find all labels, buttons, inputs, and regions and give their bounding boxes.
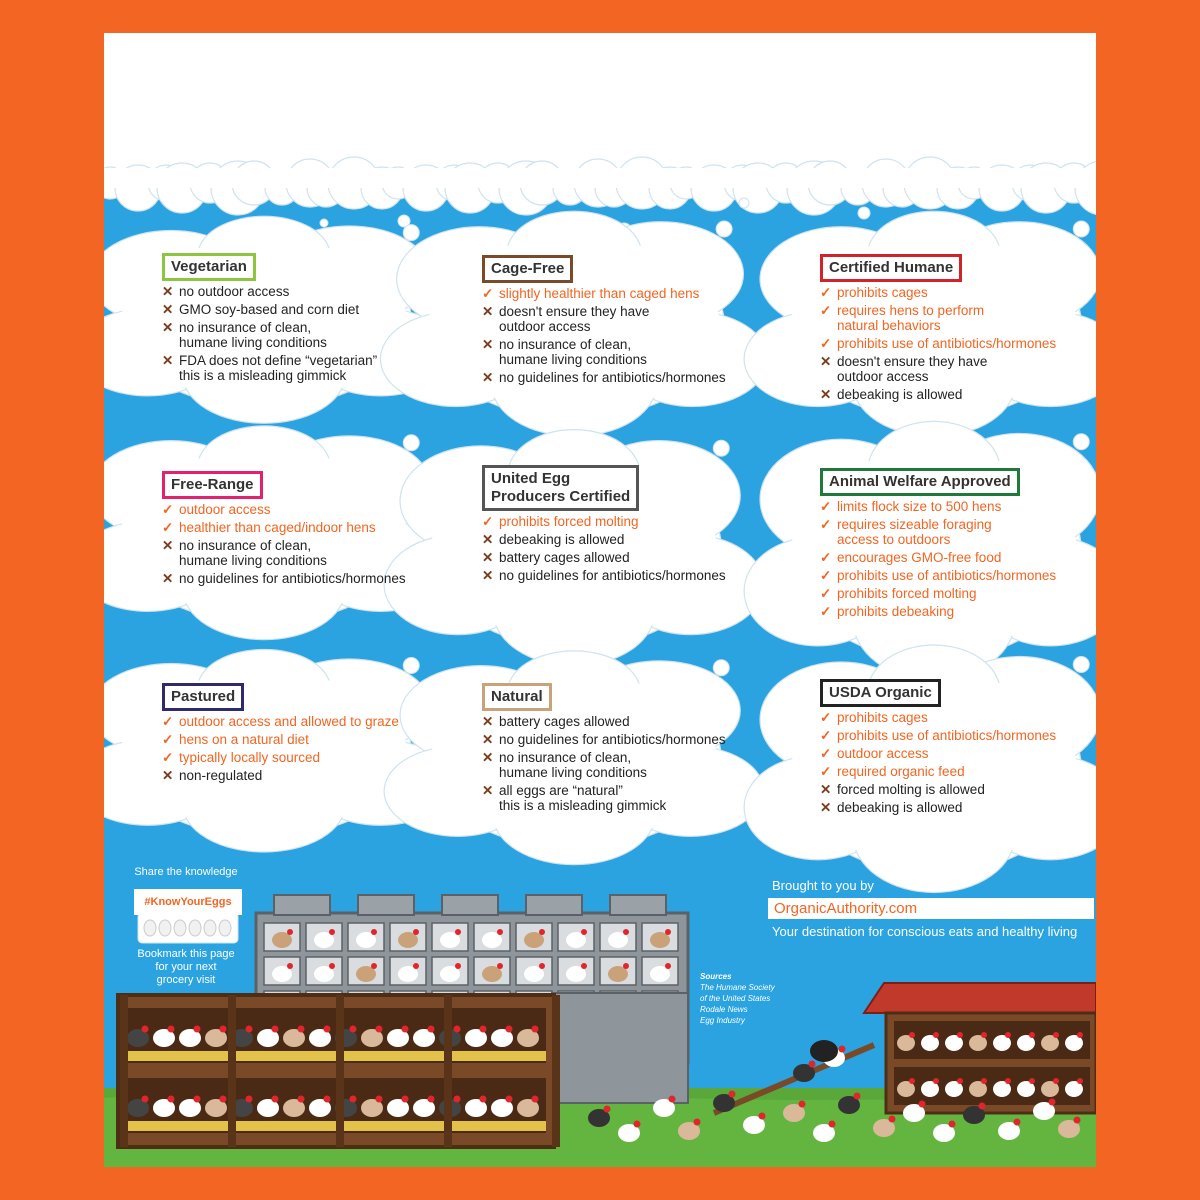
item-text: hens on a natural diet: [179, 732, 309, 747]
cage-vent: [442, 895, 498, 915]
hen-comb: [371, 929, 377, 935]
card-title: Vegetarian: [162, 253, 256, 281]
card-title: Certified Humane: [820, 254, 962, 282]
cloud-bubble: [403, 435, 419, 451]
hen-comb: [829, 1121, 836, 1128]
cloud-bubble: [1073, 434, 1089, 450]
hen-comb: [168, 1096, 175, 1103]
hen-comb: [532, 1026, 539, 1033]
pro-item: [820, 336, 1056, 351]
hen-comb: [909, 1032, 915, 1038]
pro-item: [482, 286, 726, 301]
pro-item: [820, 285, 1056, 300]
con-item: [820, 354, 1056, 384]
hen-comb: [957, 1078, 963, 1084]
hen-comb: [979, 1103, 986, 1110]
item-text: non-regulated: [179, 768, 263, 783]
item-text: prohibits use of antibiotics/hormones: [837, 728, 1057, 743]
item-text: no insurance of clean, humane living conditions: [499, 337, 647, 367]
con-item: [482, 732, 726, 747]
item-text: prohibits cages: [837, 710, 928, 725]
item-text: GMO soy-based and corn diet: [179, 302, 360, 317]
pro-item: [162, 502, 406, 517]
source-item: Rodale News: [700, 1005, 748, 1014]
hen-comb: [669, 1096, 676, 1103]
card-pastured: [162, 683, 399, 783]
hen-comb: [1005, 1078, 1011, 1084]
card-title: Pastured: [162, 683, 244, 711]
check-icon: ✓: [820, 285, 832, 300]
check-icon: ✓: [820, 550, 832, 565]
cloud-bubble: [1073, 657, 1089, 673]
hen-comb: [759, 1113, 766, 1120]
hen-comb: [376, 1096, 383, 1103]
item-text: outdoor access: [837, 746, 929, 761]
cloud-bubble: [403, 225, 419, 241]
pro-item: [820, 586, 1056, 601]
black-hen: [810, 1040, 838, 1062]
hen-comb: [1077, 1032, 1083, 1038]
hen-comb: [272, 1026, 279, 1033]
card-title: Free-Range: [162, 471, 263, 499]
pro-item: [820, 710, 1056, 725]
hen-comb: [287, 963, 293, 969]
hen-comb: [168, 1026, 175, 1033]
card-title: USDA Organic: [820, 679, 941, 707]
card-natural: [482, 683, 726, 813]
hen-comb: [729, 1091, 736, 1098]
item-text: requires hens to perform natural behaviors: [837, 303, 985, 333]
pro-item: [820, 550, 1056, 565]
source-item: Egg Industry: [700, 1016, 745, 1025]
item-text: forced molting is allowed: [837, 782, 985, 797]
x-icon: ✕: [482, 732, 494, 747]
hen-comb: [454, 1096, 461, 1103]
con-item: [482, 370, 726, 385]
con-item: [820, 387, 1056, 402]
egg: [189, 920, 201, 936]
sources-heading: Sources: [700, 972, 732, 981]
egg: [174, 920, 186, 936]
con-item: [482, 550, 726, 565]
hen-comb: [694, 1119, 701, 1126]
pro-item: [820, 568, 1056, 583]
hen-comb: [539, 963, 545, 969]
x-icon: ✕: [820, 387, 832, 402]
check-icon: ✓: [162, 520, 174, 535]
con-item: [162, 302, 377, 317]
card-cage-free: [482, 255, 726, 385]
coop-post: [228, 995, 236, 1147]
con-item: [162, 768, 399, 783]
hen-comb: [402, 1026, 409, 1033]
egg: [219, 920, 231, 936]
hen-comb: [287, 929, 293, 935]
pro-item: [162, 732, 399, 747]
con-item: [162, 571, 406, 586]
hen-comb: [428, 1026, 435, 1033]
pro-item: [820, 728, 1056, 743]
hen-comb: [981, 1078, 987, 1084]
hen-comb: [246, 1096, 253, 1103]
item-text: prohibits forced molting: [837, 586, 977, 601]
item-text: required organic feed: [837, 764, 965, 779]
coop-post: [120, 995, 128, 1147]
check-icon: ✓: [820, 728, 832, 743]
con-item: [482, 750, 726, 780]
hen-comb: [909, 1078, 915, 1084]
hen-comb: [194, 1026, 201, 1033]
hen-comb: [324, 1026, 331, 1033]
item-text: no insurance of clean, humane living conditions: [179, 320, 327, 350]
item-text: doesn't ensure they have outdoor access: [499, 304, 650, 334]
cage-vent: [358, 895, 414, 915]
cage-vent: [274, 895, 330, 915]
hen-comb: [581, 929, 587, 935]
x-icon: ✕: [820, 800, 832, 815]
con-item: [162, 284, 377, 299]
x-icon: ✕: [820, 354, 832, 369]
card-united-egg-producers: [482, 465, 726, 583]
hen-comb: [376, 1026, 383, 1033]
item-text: prohibits use of antibiotics/hormones: [837, 568, 1057, 583]
hen-comb: [799, 1101, 806, 1108]
item-text: prohibits debeaking: [837, 604, 955, 619]
con-item: [820, 800, 1056, 815]
item-text: no guidelines for antibiotics/hormones: [179, 571, 406, 586]
x-icon: ✕: [162, 768, 174, 783]
check-icon: ✓: [820, 517, 832, 532]
item-text: battery cages allowed: [499, 550, 630, 565]
card-usda-organic: [820, 679, 1056, 815]
x-icon: ✕: [162, 353, 174, 368]
con-item: [482, 304, 726, 334]
hen-comb: [220, 1096, 227, 1103]
item-text: no guidelines for antibiotics/hormones: [499, 370, 726, 385]
check-icon: ✓: [162, 732, 174, 747]
coop-post: [444, 995, 452, 1147]
check-icon: ✓: [820, 303, 832, 318]
hen-comb: [1053, 1032, 1059, 1038]
x-icon: ✕: [162, 284, 174, 299]
item-text: debeaking is allowed: [499, 532, 625, 547]
hen-comb: [1049, 1099, 1056, 1106]
hen-comb: [919, 1101, 926, 1108]
item-text: battery cages allowed: [499, 714, 630, 729]
egg: [159, 920, 171, 936]
hen-comb: [413, 963, 419, 969]
pro-item: [162, 750, 399, 765]
hen-comb: [957, 1032, 963, 1038]
item-text: debeaking is allowed: [837, 800, 963, 815]
pro-item: [162, 520, 406, 535]
hen-comb: [1029, 1032, 1035, 1038]
item-text: doesn't ensure they have outdoor access: [837, 354, 988, 384]
item-text: requires sizeable foraging access to outdoors: [837, 517, 992, 547]
hen-comb: [246, 1026, 253, 1033]
check-icon: ✓: [482, 286, 494, 301]
hen-comb: [371, 963, 377, 969]
con-item: [482, 568, 726, 583]
item-text: slightly healthier than caged hens: [499, 286, 700, 301]
con-item: [482, 714, 726, 729]
x-icon: ✕: [482, 750, 494, 765]
item-text: limits flock size to 500 hens: [837, 499, 1002, 514]
sources: [700, 971, 775, 1026]
check-icon: ✓: [820, 710, 832, 725]
pro-item: [820, 764, 1056, 779]
card-vegetarian: [162, 253, 377, 383]
hen-comb: [506, 1096, 513, 1103]
card-title: Animal Welfare Approved: [820, 468, 1020, 496]
con-item: [482, 783, 726, 813]
pro-item: [482, 514, 726, 529]
item-text: outdoor access: [179, 502, 271, 517]
hen-comb: [454, 1026, 461, 1033]
check-icon: ✓: [820, 336, 832, 351]
item-text: outdoor access and allowed to graze: [179, 714, 399, 729]
card-title: Natural: [482, 683, 552, 711]
hen-comb: [402, 1096, 409, 1103]
hen-comb: [350, 1026, 357, 1033]
check-icon: ✓: [820, 746, 832, 761]
hen-comb: [272, 1096, 279, 1103]
x-icon: ✕: [482, 337, 494, 352]
hen-comb: [298, 1026, 305, 1033]
share-text: Share the knowledge: [134, 866, 238, 878]
hen-comb: [854, 1093, 861, 1100]
coop-post: [552, 995, 560, 1147]
x-icon: ✕: [482, 550, 494, 565]
x-icon: ✕: [482, 783, 494, 798]
cloud-bubble: [713, 440, 729, 456]
hen-comb: [532, 1096, 539, 1103]
check-icon: ✓: [820, 604, 832, 619]
egg: [204, 920, 216, 936]
brought-by: Brought to you by: [772, 878, 874, 893]
hen-comb: [665, 963, 671, 969]
hen-comb: [981, 1032, 987, 1038]
item-text: prohibits use of antibiotics/hormones: [837, 336, 1057, 351]
cloud-bubble: [1073, 221, 1089, 237]
hen-comb: [455, 963, 461, 969]
check-icon: ✓: [162, 502, 174, 517]
cloud-bubble: [403, 658, 419, 674]
item-text: FDA does not define “vegetarian” this is a misleading gimmick: [179, 353, 378, 383]
item-text: no insurance of clean, humane living conditions: [499, 750, 647, 780]
item-text: no insurance of clean, humane living conditions: [179, 538, 327, 568]
x-icon: ✕: [482, 304, 494, 319]
check-icon: ✓: [820, 568, 832, 583]
hen-comb: [839, 1046, 846, 1053]
con-item: [820, 782, 1056, 797]
item-text: no guidelines for antibiotics/hormones: [499, 732, 726, 747]
cage-vent: [610, 895, 666, 915]
check-icon: ✓: [820, 764, 832, 779]
hen-comb: [329, 963, 335, 969]
hen-comb: [220, 1026, 227, 1033]
card-title: United Egg Producers Certified: [482, 465, 639, 511]
hen-comb: [1029, 1078, 1035, 1084]
hen-comb: [1077, 1078, 1083, 1084]
hen-comb: [329, 929, 335, 935]
hen-comb: [298, 1096, 305, 1103]
item-text: prohibits forced molting: [499, 514, 639, 529]
hen-comb: [324, 1096, 331, 1103]
card-title: Cage-Free: [482, 255, 573, 283]
check-icon: ✓: [820, 586, 832, 601]
x-icon: ✕: [162, 302, 174, 317]
hen-comb: [455, 929, 461, 935]
hen-comb: [634, 1121, 641, 1128]
item-text: debeaking is allowed: [837, 387, 963, 402]
hen-comb: [809, 1061, 816, 1068]
card-free-range: [162, 471, 406, 586]
con-item: [482, 337, 726, 367]
hen-comb: [413, 929, 419, 935]
hashtag-button[interactable]: #KnowYourEggs: [134, 889, 242, 915]
coop-post: [336, 995, 344, 1147]
hen-comb: [497, 963, 503, 969]
x-icon: ✕: [162, 538, 174, 553]
hen-comb: [933, 1078, 939, 1084]
x-icon: ✕: [162, 571, 174, 586]
hen-comb: [480, 1026, 487, 1033]
x-icon: ✕: [820, 782, 832, 797]
site-tagline: Your destination for conscious eats and healthy living: [772, 924, 1078, 939]
source-item: of the United States: [700, 994, 771, 1003]
pro-item: [820, 499, 1056, 514]
cage-stack: [552, 993, 688, 1103]
x-icon: ✕: [162, 320, 174, 335]
pro-item: [820, 303, 1056, 333]
site-link[interactable]: OrganicAuthority.com: [768, 898, 1094, 919]
check-icon: ✓: [162, 750, 174, 765]
check-icon: ✓: [820, 499, 832, 514]
item-text: healthier than caged/indoor hens: [179, 520, 376, 535]
hen-comb: [623, 963, 629, 969]
cloud-bubble: [716, 221, 732, 237]
hen-comb: [623, 929, 629, 935]
x-icon: ✕: [482, 532, 494, 547]
hen-comb: [480, 1096, 487, 1103]
con-item: [162, 538, 406, 568]
check-icon: ✓: [162, 714, 174, 729]
hen-comb: [539, 929, 545, 935]
card-certified-humane: [820, 254, 1056, 402]
x-icon: ✕: [482, 568, 494, 583]
hen-comb: [1005, 1032, 1011, 1038]
item-text: no outdoor access: [179, 284, 290, 299]
egg: [144, 920, 156, 936]
hen-comb: [889, 1116, 896, 1123]
hen-comb: [506, 1026, 513, 1033]
hen-comb: [949, 1121, 956, 1128]
hen-comb: [1074, 1117, 1081, 1124]
hen-comb: [142, 1096, 149, 1103]
con-item: [162, 353, 377, 383]
hen-comb: [604, 1106, 611, 1113]
pro-item: [820, 517, 1056, 547]
cage-vent: [526, 895, 582, 915]
pro-item: [162, 714, 399, 729]
check-icon: ✓: [482, 514, 494, 529]
cloud-bubble: [713, 660, 729, 676]
pro-item: [820, 604, 1056, 619]
card-animal-welfare-approved: [820, 468, 1056, 619]
con-item: [482, 532, 726, 547]
item-text: prohibits cages: [837, 285, 928, 300]
bookmark-text: Bookmark this page for your next grocery visit: [137, 948, 235, 986]
item-text: typically locally sourced: [179, 750, 321, 765]
hen-comb: [350, 1096, 357, 1103]
x-icon: ✕: [482, 714, 494, 729]
source-item: The Humane Society: [700, 983, 775, 992]
hen-comb: [1053, 1078, 1059, 1084]
hen-comb: [1014, 1119, 1021, 1126]
item-text: encourages GMO-free food: [837, 550, 1002, 565]
egg-carton-icon: [138, 913, 238, 943]
con-item: [162, 320, 377, 350]
pro-item: [820, 746, 1056, 761]
hen-comb: [665, 929, 671, 935]
hen-comb: [142, 1026, 149, 1033]
hen-comb: [428, 1096, 435, 1103]
hen-comb: [933, 1032, 939, 1038]
item-text: no guidelines for antibiotics/hormones: [499, 568, 726, 583]
hen-comb: [497, 929, 503, 935]
x-icon: ✕: [482, 370, 494, 385]
hen-comb: [581, 963, 587, 969]
infographic-poster: [104, 33, 1096, 1167]
item-text: all eggs are “natural” this is a misleading gimmick: [499, 783, 667, 813]
barn-roof: [864, 983, 1096, 1013]
hen-comb: [194, 1096, 201, 1103]
